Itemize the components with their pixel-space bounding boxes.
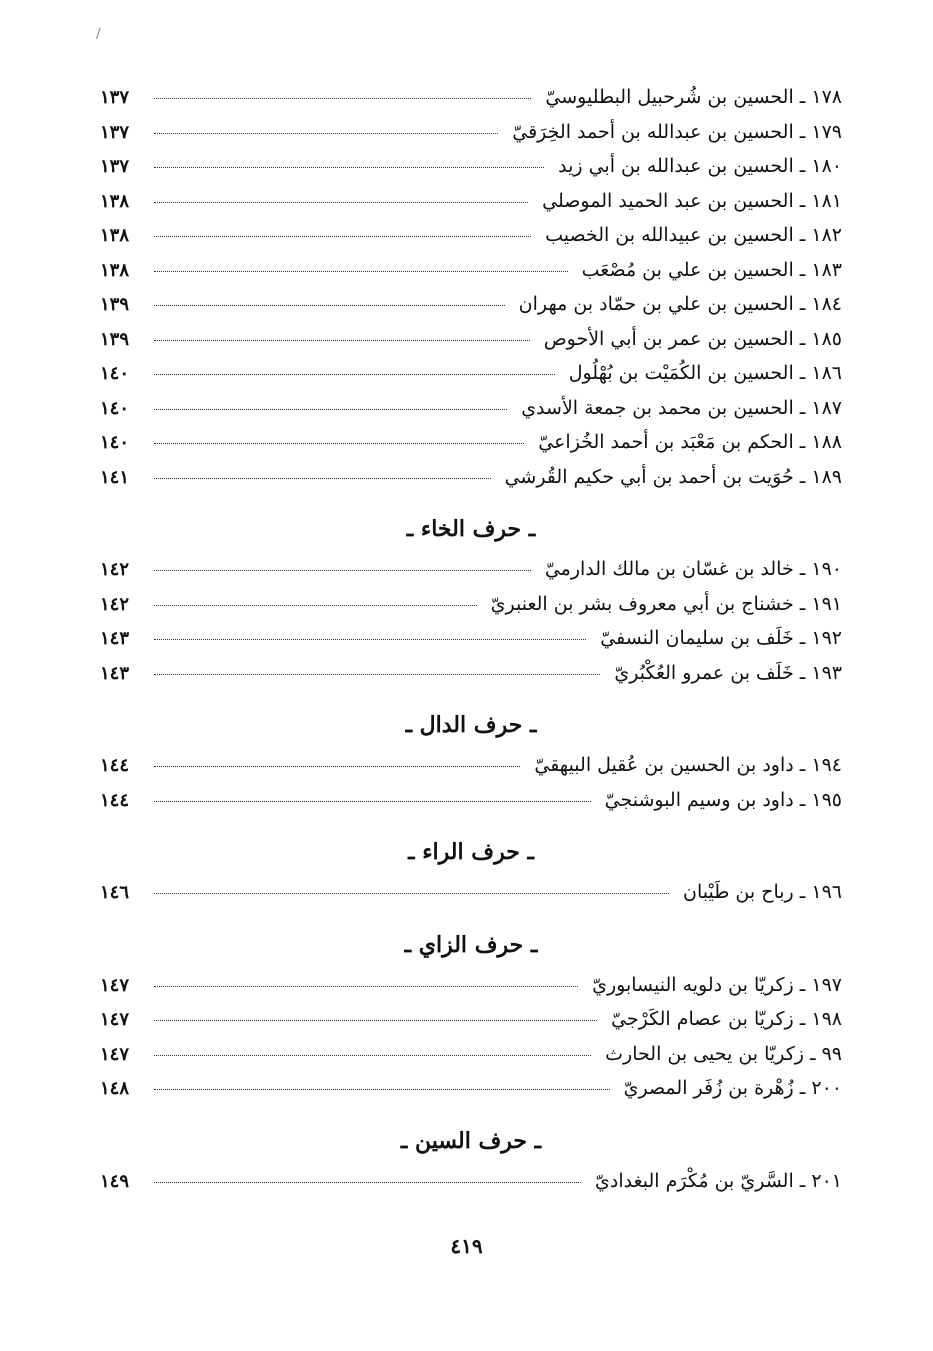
- dot-leader: [154, 1182, 581, 1183]
- entry-title: ١٩٣ ـ خَلَف بن عمرو العُكْبُريّ: [614, 661, 842, 684]
- section-heading: ـ حرف السين ـ: [400, 1127, 542, 1154]
- toc-entry[interactable]: [100, 155, 842, 190]
- dot-leader: [154, 478, 491, 479]
- dot-leader: [154, 639, 586, 640]
- toc-entry[interactable]: [100, 1008, 842, 1043]
- toc-entry[interactable]: [100, 662, 842, 697]
- entry-title: ١٨٣ ـ الحسين بن علي بن مُصْعَب: [581, 258, 842, 281]
- dot-leader: [154, 167, 544, 168]
- toc-entry[interactable]: [100, 121, 842, 156]
- toc-entry[interactable]: [100, 754, 842, 789]
- toc-entry[interactable]: [100, 293, 842, 328]
- dot-leader: [154, 409, 507, 410]
- entry-title: ١٩١ ـ خشناج بن أبي معروف بشر بن العنبريّ: [490, 592, 842, 615]
- entry-page-number: ١٤٨: [100, 1078, 130, 1099]
- toc-entry[interactable]: [100, 86, 842, 121]
- toc-section: [100, 920, 842, 1112]
- entry-title: ١٨٩ ـ حُوَيت بن أحمد بن أبي حكيم القُرشي: [504, 465, 842, 488]
- dot-leader: [154, 674, 600, 675]
- scan-mark: /: [96, 26, 101, 42]
- entry-page-number: ١٤٧: [100, 1043, 130, 1065]
- entry-title: ١٧٩ ـ الحسين بن عبدالله بن أحمد الخِرَقيّ: [512, 120, 842, 143]
- section-heading: ـ حرف الخاء ـ: [406, 516, 536, 542]
- entry-page-number: ١٤٧: [100, 974, 130, 996]
- dot-leader: [154, 766, 520, 767]
- entry-page-number: ١٤٣: [100, 662, 130, 684]
- entry-title: ١٩٥ ـ داود بن وسيم البوشنجيّ: [604, 788, 842, 811]
- dot-leader: [154, 340, 530, 341]
- toc-entry[interactable]: [100, 466, 842, 501]
- table-of-contents: [100, 86, 842, 1204]
- toc-entry[interactable]: [100, 1077, 842, 1112]
- dot-leader: [154, 1020, 597, 1021]
- dot-leader: [154, 605, 477, 606]
- entry-page-number: ١٤٦: [100, 882, 130, 903]
- entry-page-number: ١٤٧: [100, 1009, 130, 1030]
- toc-entry[interactable]: [100, 190, 842, 225]
- entry-title: ١٨٧ ـ الحسين بن محمد بن جمعة الأسدي: [521, 396, 842, 419]
- entry-page-number: ١٣٧: [100, 87, 130, 108]
- toc-entry[interactable]: [100, 259, 842, 294]
- entry-title: ١٨٨ ـ الحكم بن مَعْبَد بن أحمد الخُزاعيّ: [538, 431, 842, 453]
- dot-leader: [154, 1055, 591, 1056]
- entry-page-number: ١٣٩: [100, 294, 130, 315]
- entry-page-number: ١٣٨: [100, 259, 130, 281]
- entry-page-number: ١٤٢: [100, 559, 130, 580]
- toc-entry[interactable]: [100, 974, 842, 1009]
- dot-leader: [154, 801, 591, 802]
- toc-entry[interactable]: [100, 431, 842, 466]
- dot-leader: [154, 202, 528, 203]
- toc-entry[interactable]: [100, 593, 842, 628]
- toc-entry[interactable]: [100, 789, 842, 824]
- entry-page-number: ١٣٨: [100, 225, 130, 246]
- entry-page-number: ١٤٠: [100, 363, 130, 384]
- toc-entry[interactable]: [100, 224, 842, 259]
- toc-section: [100, 827, 842, 916]
- toc-entry[interactable]: [100, 1043, 842, 1078]
- toc-section: [100, 1116, 842, 1205]
- toc-entry[interactable]: [100, 362, 842, 397]
- entry-page-number: ١٣٩: [100, 328, 130, 350]
- dot-leader: [154, 1089, 610, 1090]
- dot-leader: [154, 271, 568, 272]
- dot-leader: [154, 98, 531, 99]
- section-heading: ـ حرف الزاي ـ: [404, 931, 538, 958]
- entry-title: ١٨٦ ـ الحسين بن الكُمَيْت بن بُهْلُول: [568, 362, 842, 384]
- dot-leader: [154, 305, 505, 306]
- toc-entry[interactable]: [100, 397, 842, 432]
- entry-page-number: ١٣٧: [100, 156, 130, 177]
- toc-entry[interactable]: [100, 328, 842, 363]
- entry-page-number: ١٤٩: [100, 1170, 130, 1192]
- entry-title: ١٩٠ ـ خالد بن غسّان بن مالك الدارميّ: [544, 558, 842, 580]
- entry-page-number: ١٤٣: [100, 628, 130, 649]
- dot-leader: [154, 443, 524, 444]
- dot-leader: [154, 986, 578, 987]
- entry-title: ١٩٨ ـ زكريّا بن عصام الكَرْجيّ: [611, 1008, 842, 1030]
- entry-page-number: ١٤١: [100, 466, 130, 488]
- entry-page-number: ١٤٢: [100, 593, 130, 615]
- entry-title: ١٨٢ ـ الحسين بن عبيدالله بن الخصيب: [545, 224, 842, 246]
- entry-title: ١٩٦ ـ رباح بن طَيْبان: [683, 881, 842, 903]
- entry-title: ١٨٥ ـ الحسين بن عمر بن أبي الأحوص: [543, 327, 842, 350]
- entry-title: ١٩٢ ـ خَلَف بن سليمان النسفيّ: [600, 627, 842, 649]
- toc-entry[interactable]: [100, 1170, 842, 1205]
- toc-section: [100, 504, 842, 696]
- entry-title: ١٨١ ـ الحسين بن عبد الحميد الموصلي: [542, 189, 842, 212]
- dot-leader: [154, 374, 555, 375]
- entry-page-number: ١٤٤: [100, 755, 130, 776]
- section-heading: ـ حرف الراء ـ: [408, 839, 534, 865]
- toc-entry[interactable]: [100, 627, 842, 662]
- entry-page-number: ١٣٧: [100, 121, 130, 143]
- entry-title: ٩٩ ـ زكريّا بن يحيى بن الحارث: [605, 1042, 842, 1065]
- entry-page-number: ١٤٤: [100, 789, 130, 811]
- section-heading: ـ حرف الدال ـ: [405, 712, 537, 738]
- page-folio-number: ٤١٩: [450, 1234, 483, 1258]
- entry-page-number: ١٣٨: [100, 190, 130, 212]
- entry-title: ١٩٧ ـ زكريّا بن دلويه النيسابوريّ: [592, 973, 842, 996]
- toc-section: [100, 700, 842, 823]
- dot-leader: [154, 570, 531, 571]
- entry-title: ٢٠١ ـ السَّريّ بن مُكْرَم البغداديّ: [595, 1169, 842, 1192]
- entry-title: ١٩٤ ـ داود بن الحسين بن عُقيل البيهقيّ: [534, 754, 842, 776]
- dot-leader: [154, 893, 669, 894]
- entry-title: ١٨٠ ـ الحسين بن عبدالله بن أبي زيد: [558, 155, 842, 177]
- entry-title: ١٧٨ ـ الحسين بن شُرحبيل البطليوسيّ: [545, 86, 842, 108]
- entry-title: ١٨٤ ـ الحسين بن علي بن حمّاد بن مهران: [518, 293, 842, 315]
- toc-entry[interactable]: [100, 558, 842, 593]
- entry-title: ٢٠٠ ـ زُهْرة بن زُفَر المصريّ: [623, 1077, 842, 1099]
- toc-section: [100, 86, 842, 500]
- entry-page-number: ١٤٠: [100, 397, 130, 419]
- dot-leader: [154, 133, 498, 134]
- entry-page-number: ١٤٠: [100, 432, 130, 453]
- toc-entry[interactable]: [100, 881, 842, 916]
- dot-leader: [154, 236, 531, 237]
